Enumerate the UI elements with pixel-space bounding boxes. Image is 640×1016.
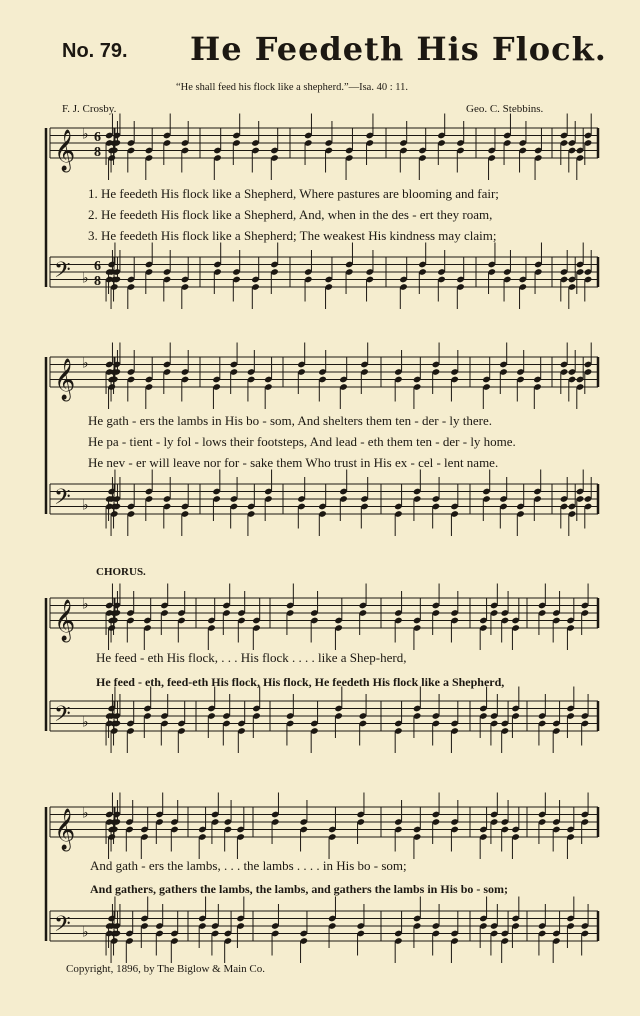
verse-1-line-1: 1. He feedeth His flock like a Shepherd, Where pastures are blooming and fair; (88, 186, 499, 201)
bass-clef-icon: 𝄢 (54, 258, 71, 288)
chorus-soprano-line-2: And gath - ers the lambs, . . . the lambs . . . . in His bo - som; (90, 858, 407, 873)
verse-3-line-1: 3. He feedeth His flock like a Shepherd; The weakest His kindness may claim; (88, 228, 497, 243)
treble-clef-icon: 𝄞 (54, 809, 76, 850)
chorus-bass-line-1: He feed - eth, feed-eth His flock, His flock, He feedeth His flock like a Shepherd, (96, 675, 505, 689)
bass-clef-icon: 𝄢 (54, 702, 71, 732)
flat-icon: ♭ (82, 355, 89, 372)
flat-icon: ♭ (82, 805, 89, 822)
flat-icon: ♭ (82, 924, 89, 941)
bass-staff (50, 484, 598, 514)
bass-staff (50, 257, 598, 287)
flat-icon: ♭ (82, 596, 89, 613)
verse-2-line-2: He pa - tient - ly fol - lows their footsteps, And lead - eth them ten - der - ly home. (88, 434, 516, 449)
flat-icon: ♭ (82, 714, 89, 731)
chorus-bass-line-2: And gathers, gathers the lambs, the lambs, and gathers the lambs in His bo - som; (90, 882, 509, 896)
flat-icon: ♭ (82, 126, 89, 143)
copyright-notice: Copyright, 1896, by The Biglow & Main Co. (66, 963, 266, 975)
time-signature-bottom: 8 (94, 274, 101, 289)
composer-credit: Geo. C. Stebbins. (466, 103, 544, 115)
treble-clef-icon: 𝄞 (54, 130, 76, 171)
hymn-number: No. 79. (62, 40, 128, 62)
time-signature-top: 6 (94, 259, 101, 274)
treble-clef-icon: 𝄞 (54, 600, 76, 641)
bass-clef-icon: 𝄢 (54, 912, 71, 942)
scripture-epigraph: “He shall feed his flock like a shepherd.”—Isa. 40 : 11. (176, 82, 408, 93)
verse-3-line-2: He nev - er will leave nor for - sake them Who trust in His ex - cel - lent name. (88, 455, 499, 470)
bass-clef-icon: 𝄢 (54, 485, 71, 515)
treble-clef-icon: 𝄞 (54, 359, 76, 400)
chorus-soprano-line-1: He feed - eth His flock, . . . His flock . . . . like a Shep-herd, (96, 650, 407, 665)
flat-icon: ♭ (82, 270, 89, 287)
lyricist-credit: F. J. Crosby. (62, 103, 117, 115)
chorus-label: CHORUS. (96, 566, 146, 578)
verse-1-line-2: He gath - ers the lambs in His bo - som, And shelters them ten - der - ly there. (88, 413, 492, 428)
time-signature-bottom: 8 (94, 145, 101, 160)
flat-icon: ♭ (82, 497, 89, 514)
hymn-title: He Feedeth His Flock. (190, 30, 607, 68)
time-signature-top: 6 (94, 130, 101, 145)
verse-2-line-1: 2. He feedeth His flock like a Shepherd, And, when in the des - ert they roam, (88, 207, 493, 222)
